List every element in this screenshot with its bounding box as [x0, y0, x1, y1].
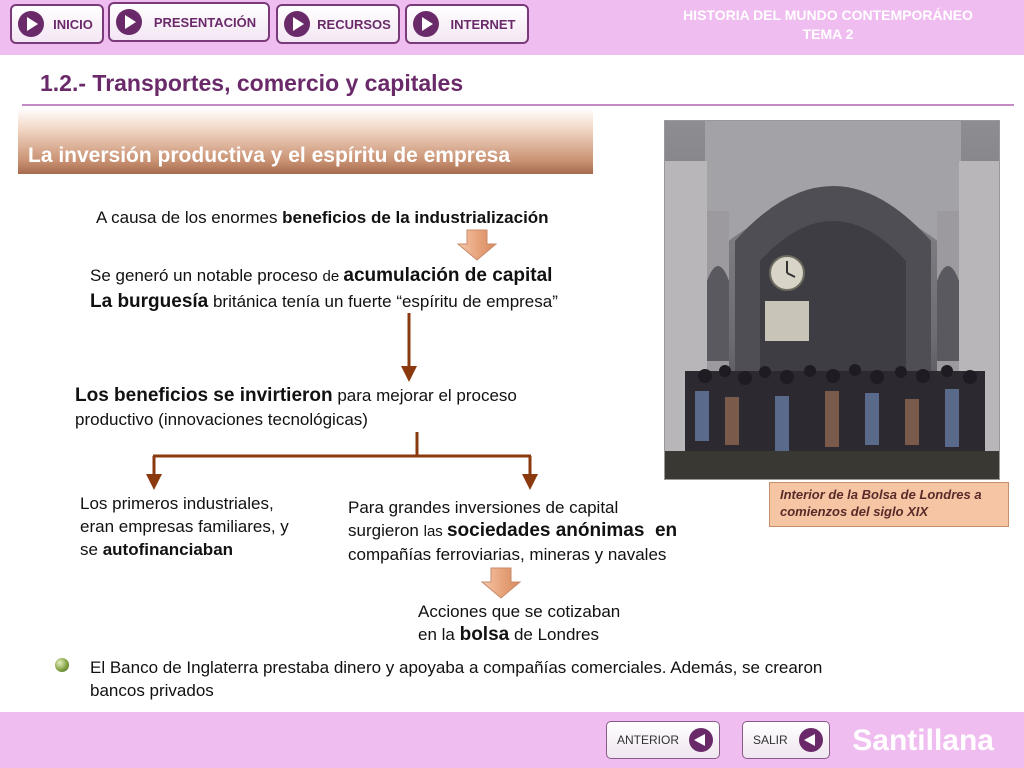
exit-label: SALIR — [753, 733, 788, 747]
accumulation-bold: acumulación de capital — [343, 265, 553, 286]
arrow-head-icon — [522, 474, 538, 490]
family-firms-pre: se — [80, 540, 103, 559]
investment-text-2: productivo (innovaciones tecnológicas) — [75, 410, 368, 429]
family-firms-line2: eran empresas familiares, y — [80, 517, 289, 536]
bank-text-line2: bancos privados — [90, 681, 214, 700]
investment-rest: para mejorar el proceso — [332, 386, 517, 405]
arrow-head-icon — [401, 366, 417, 382]
joint-stock-pre: surgieron — [348, 521, 424, 540]
family-firms-bold: autofinanciaban — [102, 540, 234, 559]
shares-post: de Londres — [509, 625, 600, 644]
bank-text-line1: El Banco de Inglaterra prestaba dinero y apoyaba a compañías comerciales. Además, se crearon — [90, 658, 823, 677]
stock-exchange-image — [664, 120, 1000, 480]
stock-exchange-illustration — [665, 121, 1000, 480]
joint-stock-small: las — [423, 523, 447, 540]
publisher-logo: Santillana — [852, 724, 994, 757]
shares-line1: Acciones que se cotizaban — [418, 602, 621, 621]
bank-text — [90, 656, 822, 702]
nav-recursos-label: RECURSOS — [317, 16, 391, 32]
arrow-head-icon — [146, 474, 162, 490]
previous-label: ANTERIOR — [617, 733, 680, 747]
accumulation-pre: Se generó un notable proceso — [90, 266, 323, 285]
family-firms-line1: Los primeros industriales, — [80, 494, 274, 513]
back-arrow-icon — [689, 728, 713, 752]
cause-text-bold: beneficios de la industrialización — [282, 208, 549, 227]
subject-unit: TEMA 2 — [802, 26, 854, 42]
section-banner-text: La inversión productiva y el espíritu de empresa — [28, 144, 510, 167]
down-arrow-icon — [482, 568, 520, 598]
down-arrow-icon — [458, 230, 496, 260]
back-arrow-icon — [799, 728, 823, 752]
burguesia-bold: La burguesía — [90, 291, 209, 312]
joint-stock-line1: Para grandes inversiones de capital — [348, 498, 619, 517]
joint-stock-line3: compañías ferroviarias, mineras y navales — [348, 545, 667, 564]
nav-internet-label: INTERNET — [450, 16, 516, 32]
shares-pre: en la — [418, 625, 460, 644]
exit-button[interactable] — [742, 721, 830, 759]
nav-inicio-label: INICIO — [53, 16, 93, 32]
nav-presentacion-label: PRESENTACIÓN — [153, 14, 257, 30]
previous-button[interactable] — [606, 721, 720, 759]
cause-text-pre: A causa de los enormes — [96, 208, 283, 227]
investment-bold: Los beneficios se invirtieron — [75, 385, 333, 406]
page-title: 1.2.- Transportes, comercio y capitales — [40, 70, 464, 96]
accumulation-small: de — [322, 268, 344, 285]
subject-title: HISTORIA DEL MUNDO CONTEMPORÁNEO — [683, 7, 973, 23]
joint-stock-bold: sociedades anónimas en — [446, 520, 678, 541]
burguesia-rest: británica tenía un fuerte “espíritu de empresa” — [208, 292, 558, 311]
image-caption: Interior de la Bolsa de Londres a comienzos del siglo XIX — [769, 482, 1009, 527]
bullet-icon — [55, 658, 69, 672]
shares-bold: bolsa — [459, 624, 510, 645]
